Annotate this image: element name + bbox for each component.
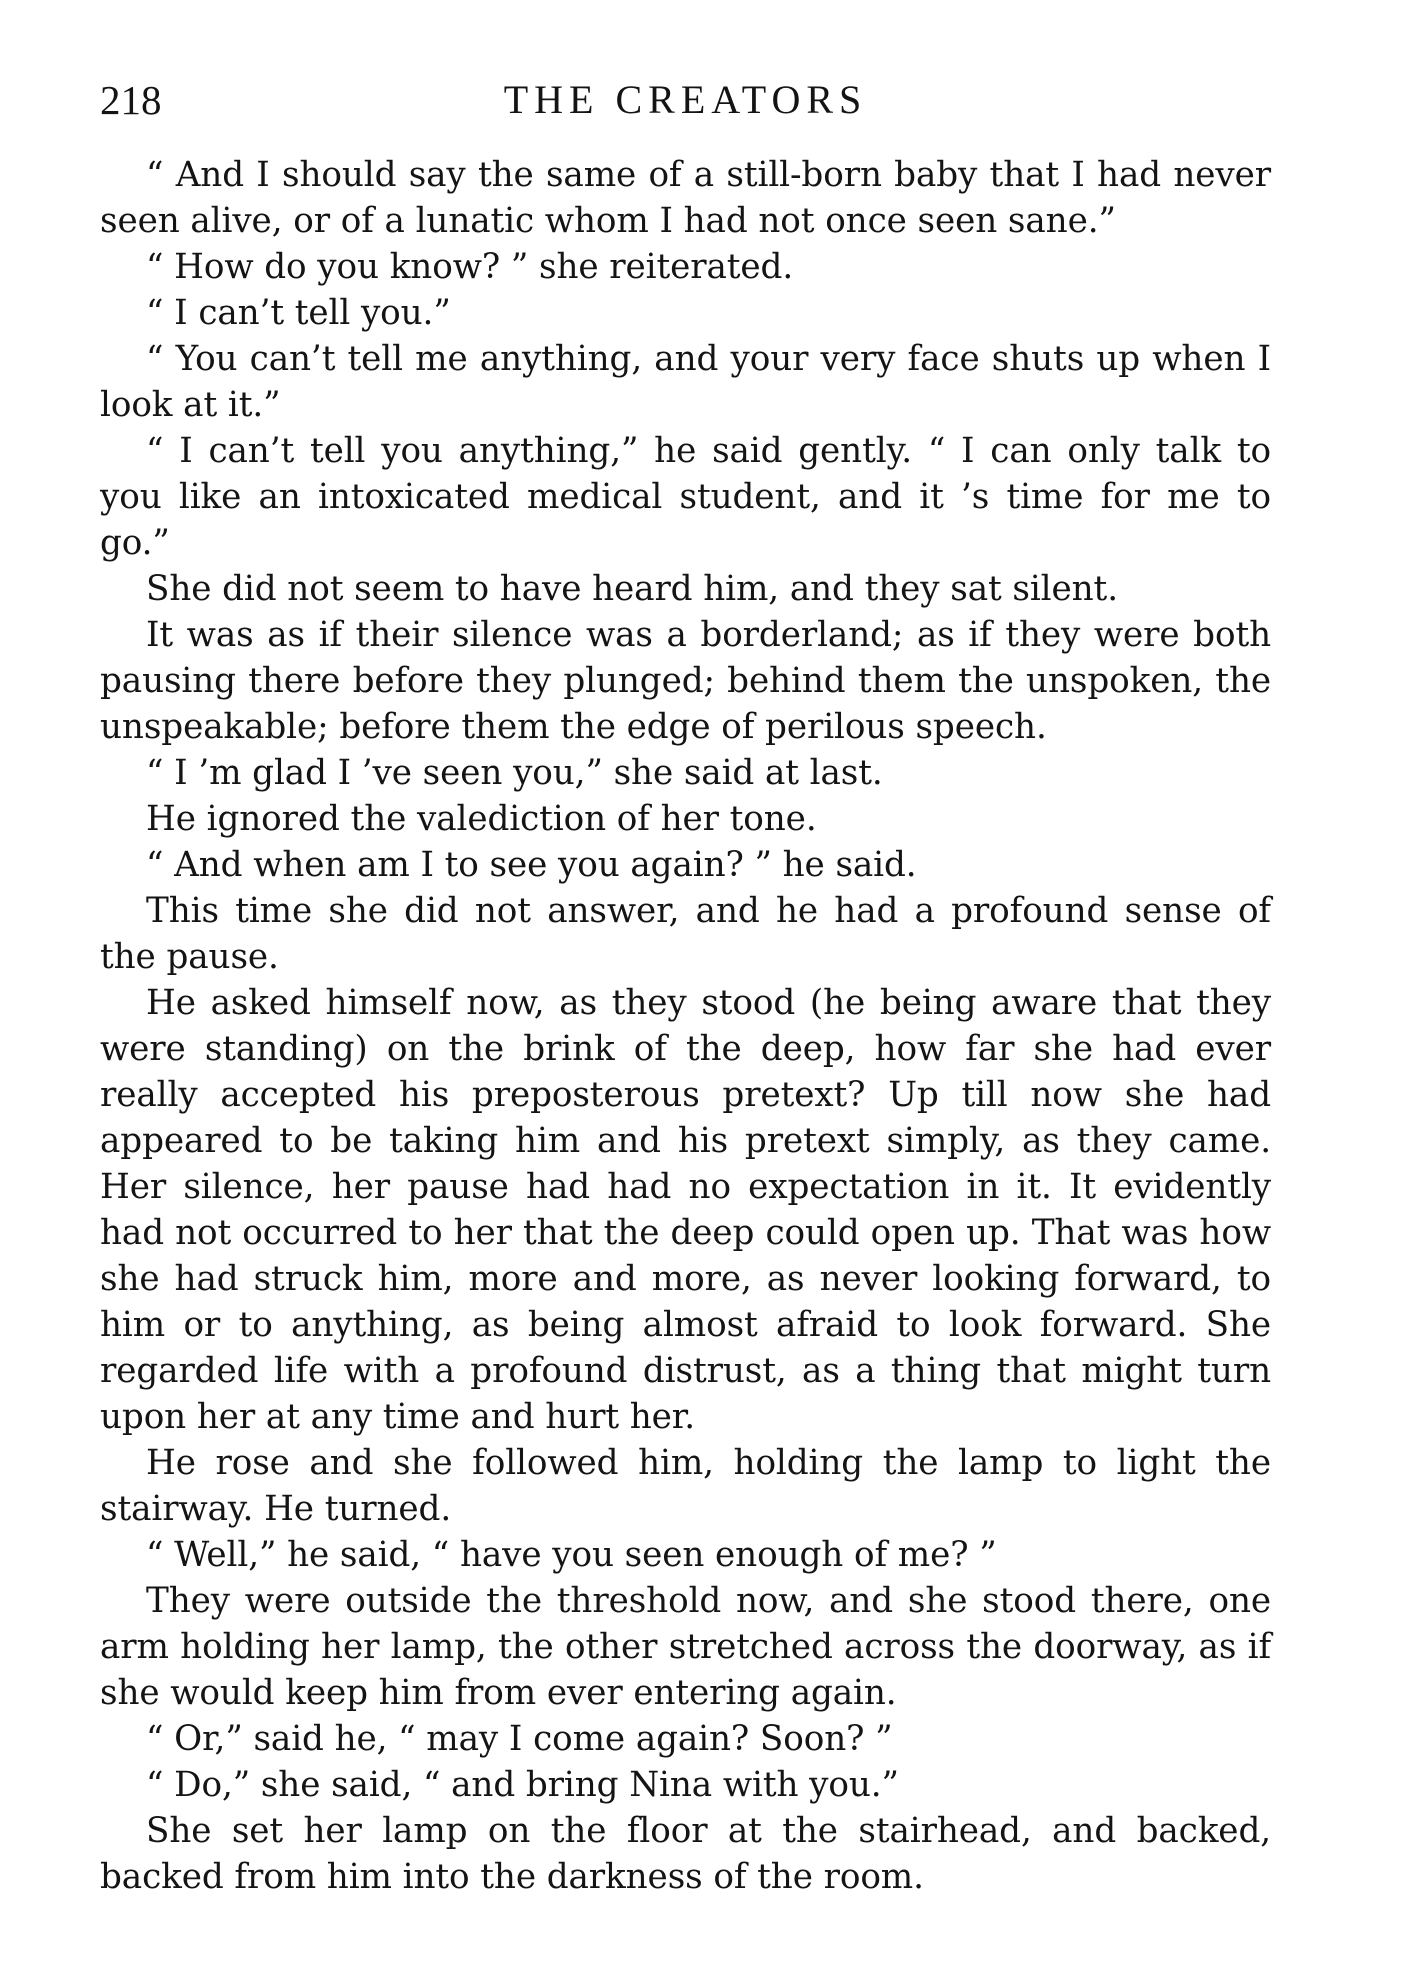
running-title: THE CREATORS: [503, 77, 868, 122]
paragraph: “ I can’t tell you.”: [146, 293, 451, 333]
paragraph: She did not seem to have heard him, and they sat silent.: [146, 569, 1118, 609]
paragraph: “ How do you know? ” she reiterated.: [146, 247, 794, 287]
paragraph: “ And I should say the same of a still-born baby that I had never seen alive, or of a lunatic whom I had not once seen sane.”: [100, 155, 1271, 241]
paragraph: “ Well,” he said, “ have you seen enough of me? ”: [146, 1535, 997, 1575]
paragraph: “ I can’t tell you anything,” he said gently. “ I can only talk to you like an intoxicated medical student, and it ’s time for me to go.”: [100, 431, 1271, 563]
paragraph: He rose and she followed him, holding the lamp to light the stairway. He turned.: [100, 1443, 1271, 1529]
paragraph: “ I ’m glad I ’ve seen you,” she said at last.: [146, 753, 883, 793]
body-text: [100, 152, 1271, 1900]
paragraph: It was as if their silence was a borderland; as if they were both pausing there before they plunged; behind them the unspoken, the unspeakable; before them the edge of perilous speech.: [100, 615, 1271, 747]
paragraph: “ Do,” she said, “ and bring Nina with you.”: [146, 1765, 899, 1805]
paragraph: He asked himself now, as they stood (he being aware that they were standing) on the brink of the deep, how far she had ever really accepted his preposterous pretext? Up till now she had appeared to be taking him and his pretext simply, as they came. Her silence, her pause had had no expectation in it. It evidently had not occurred to her that the deep could open up. That was how she had struck him, more and more, as never looking forward, to him or to anything, as being almost afraid to look forward. She regarded life with a profound distrust, as a thing that might turn upon her at any time and hurt her.: [100, 983, 1271, 1437]
running-head: [100, 70, 1271, 130]
paragraph: This time she did not answer, and he had a profound sense of the pause.: [100, 891, 1271, 977]
paragraph: “ And when am I to see you again? ” he said.: [146, 845, 917, 885]
paragraph: He ignored the valediction of her tone.: [146, 799, 817, 839]
paragraph: “ Or,” said he, “ may I come again? Soon? ”: [146, 1719, 893, 1759]
paragraph: She set her lamp on the floor at the stairhead, and backed, backed from him into the darkness of the room.: [100, 1811, 1271, 1897]
paragraph: They were outside the threshold now, and she stood there, one arm holding her lamp, the other stretched across the doorway, as if she would keep him from ever entering again.: [100, 1581, 1271, 1713]
page-number: 218: [100, 77, 162, 123]
paragraph: “ You can’t tell me anything, and your very face shuts up when I look at it.”: [100, 339, 1271, 425]
